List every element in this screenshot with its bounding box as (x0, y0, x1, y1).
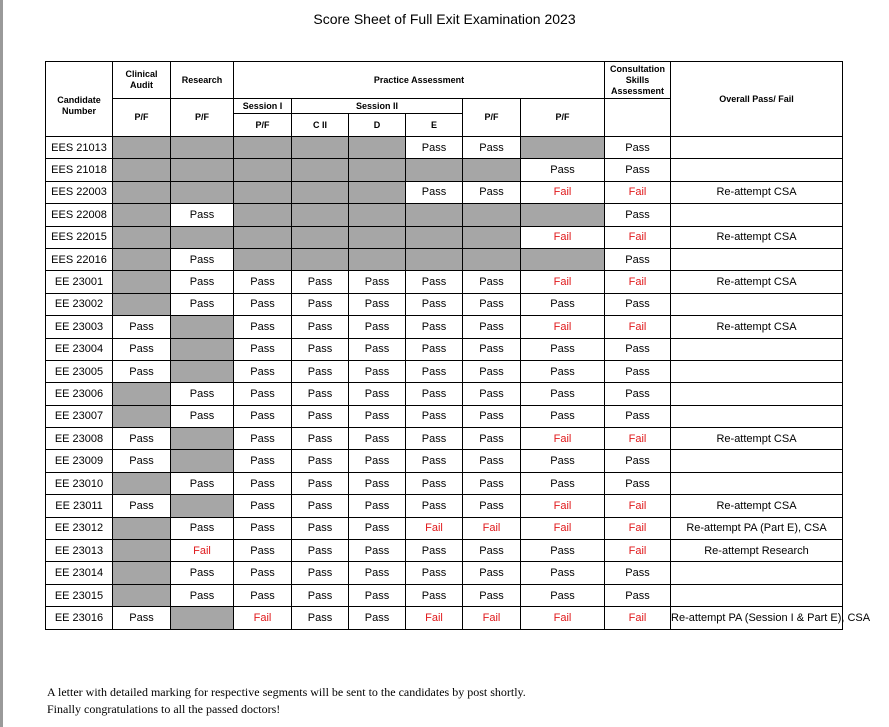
result-cell: Pass (406, 338, 463, 360)
result-cell: Pass (349, 405, 406, 427)
remarks-cell (671, 405, 843, 427)
remarks-cell (671, 360, 843, 382)
result-cell: Pass (406, 495, 463, 517)
candidate-number-cell: EE 23001 (46, 271, 113, 293)
result-cell (349, 159, 406, 181)
result-cell (113, 204, 171, 226)
result-cell (113, 540, 171, 562)
header-clinical-audit: Clinical Audit (113, 62, 171, 99)
result-cell: Fail (463, 517, 521, 539)
result-cell: Pass (605, 383, 671, 405)
result-cell: Fail (521, 271, 605, 293)
result-cell (171, 159, 234, 181)
result-cell: Pass (349, 584, 406, 606)
result-cell: Pass (605, 405, 671, 427)
table-row (46, 472, 843, 494)
result-cell (292, 226, 349, 248)
candidate-number-cell: EE 23015 (46, 584, 113, 606)
result-cell (349, 181, 406, 203)
result-cell: Pass (521, 338, 605, 360)
remarks-cell: Re-attempt CSA (671, 181, 843, 203)
result-cell: Pass (234, 540, 292, 562)
result-cell (234, 137, 292, 159)
result-cell: Pass (605, 360, 671, 382)
result-cell: Pass (349, 517, 406, 539)
page-edge-rule (0, 0, 3, 727)
remarks-cell (671, 293, 843, 315)
header-part-e: E (406, 114, 463, 137)
result-cell: Pass (349, 607, 406, 629)
result-cell (406, 204, 463, 226)
candidate-number-cell: EE 23012 (46, 517, 113, 539)
candidate-number-cell: EES 22015 (46, 226, 113, 248)
result-cell: Pass (605, 472, 671, 494)
result-cell: Fail (406, 517, 463, 539)
result-cell: Pass (521, 540, 605, 562)
header-overall: Overall Pass/ Fail (671, 62, 843, 137)
result-cell: Fail (521, 607, 605, 629)
result-cell: Pass (521, 562, 605, 584)
result-cell: Pass (292, 450, 349, 472)
remarks-cell (671, 248, 843, 270)
result-cell: Pass (234, 517, 292, 539)
result-cell (349, 226, 406, 248)
result-cell: Pass (406, 428, 463, 450)
result-cell: Pass (292, 472, 349, 494)
table-row (46, 159, 843, 181)
page-title: Score Sheet of Full Exit Examination 2023 (313, 11, 576, 27)
result-cell (113, 181, 171, 203)
header-session-1: Session I (234, 99, 292, 114)
result-cell (463, 226, 521, 248)
candidate-number-cell: EES 21013 (46, 137, 113, 159)
table-row (46, 316, 843, 338)
candidate-number-cell: EE 23011 (46, 495, 113, 517)
score-table-body (46, 137, 871, 630)
result-cell (171, 226, 234, 248)
table-row (46, 293, 843, 315)
candidate-number-cell: EE 23006 (46, 383, 113, 405)
candidate-number-cell: EE 23016 (46, 607, 113, 629)
result-cell: Pass (521, 405, 605, 427)
candidate-number-cell: EES 22016 (46, 248, 113, 270)
result-cell: Fail (605, 181, 671, 203)
result-cell: Pass (521, 383, 605, 405)
remarks-cell (671, 137, 843, 159)
table-row (46, 405, 843, 427)
table-row (46, 204, 843, 226)
result-cell: Fail (234, 607, 292, 629)
result-cell: Pass (234, 428, 292, 450)
result-cell: Pass (463, 383, 521, 405)
table-row (46, 517, 843, 539)
candidate-number-cell: EE 23004 (46, 338, 113, 360)
result-cell: Pass (292, 584, 349, 606)
header-practice-assessment: Practice Assessment (234, 62, 605, 99)
footer-line-congrats: Finally congratulations to all the passed doctors! (47, 702, 281, 716)
candidate-number-cell: EE 23010 (46, 472, 113, 494)
result-cell: Pass (463, 316, 521, 338)
table-row (46, 360, 843, 382)
result-cell: Pass (463, 562, 521, 584)
remarks-cell (671, 450, 843, 472)
candidate-number-cell: EE 23002 (46, 293, 113, 315)
result-cell: Fail (605, 428, 671, 450)
result-cell: Fail (605, 540, 671, 562)
result-cell: Pass (234, 450, 292, 472)
header-consultation-skills: Consultation Skills Assessment (605, 62, 671, 99)
result-cell: Pass (406, 584, 463, 606)
remarks-cell: Re-attempt CSA (671, 428, 843, 450)
result-cell: Pass (605, 137, 671, 159)
result-cell (113, 159, 171, 181)
remarks-cell: Re-attempt PA (Part E), CSA (671, 517, 843, 539)
result-cell: Pass (234, 383, 292, 405)
result-cell: Pass (349, 495, 406, 517)
result-cell: Fail (521, 316, 605, 338)
header-research: Research (171, 62, 234, 99)
table-row (46, 248, 843, 270)
result-cell: Fail (521, 517, 605, 539)
result-cell: Pass (292, 316, 349, 338)
result-cell: Pass (349, 562, 406, 584)
result-cell: Pass (171, 383, 234, 405)
result-cell (234, 226, 292, 248)
result-cell (113, 584, 171, 606)
result-cell (171, 360, 234, 382)
result-cell (171, 338, 234, 360)
result-cell (406, 226, 463, 248)
result-cell: Pass (406, 137, 463, 159)
remarks-cell (671, 562, 843, 584)
result-cell: Pass (349, 338, 406, 360)
result-cell: Pass (113, 316, 171, 338)
result-cell (292, 204, 349, 226)
result-cell: Pass (605, 562, 671, 584)
result-cell (292, 159, 349, 181)
result-cell (113, 137, 171, 159)
result-cell (349, 248, 406, 270)
result-cell: Pass (113, 338, 171, 360)
remarks-cell (671, 159, 843, 181)
result-cell: Fail (605, 607, 671, 629)
result-cell: Pass (605, 248, 671, 270)
result-cell (292, 137, 349, 159)
remarks-cell: Re-attempt CSA (671, 271, 843, 293)
result-cell: Fail (406, 607, 463, 629)
result-cell: Pass (234, 405, 292, 427)
result-cell: Pass (406, 316, 463, 338)
result-cell: Pass (463, 137, 521, 159)
result-cell: Pass (349, 472, 406, 494)
result-cell: Pass (463, 450, 521, 472)
result-cell (171, 450, 234, 472)
candidate-number-cell: EE 23014 (46, 562, 113, 584)
candidate-number-cell: EE 23005 (46, 360, 113, 382)
result-cell: Pass (292, 607, 349, 629)
result-cell: Pass (349, 450, 406, 472)
result-cell: Pass (349, 540, 406, 562)
remarks-cell (671, 204, 843, 226)
table-row (46, 271, 843, 293)
result-cell: Pass (521, 360, 605, 382)
footer-line-letter: A letter with detailed marking for respective segments will be sent to the candidates by post shortly. (47, 685, 526, 699)
result-cell: Pass (234, 472, 292, 494)
result-cell: Pass (463, 540, 521, 562)
result-cell: Pass (463, 405, 521, 427)
table-row (46, 450, 843, 472)
result-cell (113, 271, 171, 293)
candidate-number-cell: EES 22003 (46, 181, 113, 203)
result-cell (113, 517, 171, 539)
result-cell: Pass (234, 562, 292, 584)
result-cell (406, 248, 463, 270)
candidate-number-cell: EES 22008 (46, 204, 113, 226)
result-cell: Fail (605, 517, 671, 539)
header-session-1-pf: P/F (234, 114, 292, 137)
table-row (46, 428, 843, 450)
result-cell (463, 159, 521, 181)
result-cell: Pass (171, 584, 234, 606)
result-cell: Pass (292, 405, 349, 427)
result-cell (463, 248, 521, 270)
result-cell: Pass (234, 495, 292, 517)
result-cell (234, 159, 292, 181)
result-cell (171, 428, 234, 450)
result-cell: Pass (349, 360, 406, 382)
result-cell: Pass (521, 472, 605, 494)
result-cell (113, 293, 171, 315)
result-cell: Pass (171, 248, 234, 270)
result-cell: Pass (292, 428, 349, 450)
result-cell: Pass (406, 293, 463, 315)
result-cell: Pass (463, 360, 521, 382)
header-candidate-number: Candidate Number (46, 62, 113, 137)
result-cell (521, 137, 605, 159)
result-cell: Pass (349, 316, 406, 338)
result-cell: Pass (292, 517, 349, 539)
result-cell: Fail (463, 607, 521, 629)
result-cell: Pass (171, 204, 234, 226)
result-cell: Pass (171, 517, 234, 539)
result-cell (171, 607, 234, 629)
result-cell: Pass (113, 428, 171, 450)
result-cell: Pass (292, 360, 349, 382)
result-cell (463, 204, 521, 226)
table-row (46, 495, 843, 517)
remarks-cell: Re-attempt CSA (671, 226, 843, 248)
result-cell: Pass (171, 472, 234, 494)
result-cell (171, 495, 234, 517)
table-row (46, 383, 843, 405)
result-cell: Pass (292, 562, 349, 584)
header-research-pf: P/F (171, 99, 234, 137)
result-cell: Pass (521, 293, 605, 315)
result-cell: Pass (463, 181, 521, 203)
result-cell: Pass (349, 383, 406, 405)
result-cell (292, 248, 349, 270)
result-cell: Pass (234, 584, 292, 606)
result-cell: Pass (234, 360, 292, 382)
result-cell: Pass (463, 293, 521, 315)
table-row (46, 226, 843, 248)
result-cell: Pass (463, 584, 521, 606)
result-cell: Pass (349, 293, 406, 315)
result-cell: Pass (113, 495, 171, 517)
result-cell: Fail (521, 181, 605, 203)
candidate-number-cell: EE 23013 (46, 540, 113, 562)
result-cell (171, 181, 234, 203)
result-cell: Pass (292, 338, 349, 360)
result-cell: Fail (605, 226, 671, 248)
result-cell: Pass (171, 405, 234, 427)
result-cell: Pass (292, 540, 349, 562)
result-cell (234, 248, 292, 270)
result-cell: Pass (605, 293, 671, 315)
result-cell (521, 204, 605, 226)
result-cell (234, 181, 292, 203)
result-cell: Pass (406, 383, 463, 405)
table-row (46, 338, 843, 360)
result-cell: Pass (113, 360, 171, 382)
result-cell: Pass (605, 450, 671, 472)
footer-note (47, 684, 526, 718)
result-cell: Pass (605, 338, 671, 360)
result-cell: Pass (292, 293, 349, 315)
result-cell (171, 137, 234, 159)
remarks-cell (671, 584, 843, 606)
result-cell (113, 226, 171, 248)
result-cell: Pass (605, 159, 671, 181)
result-cell (292, 181, 349, 203)
result-cell: Pass (463, 472, 521, 494)
result-cell: Fail (605, 495, 671, 517)
result-cell: Pass (234, 271, 292, 293)
result-cell: Pass (234, 293, 292, 315)
result-cell: Pass (292, 383, 349, 405)
result-cell: Pass (406, 562, 463, 584)
candidate-number-cell: EES 21018 (46, 159, 113, 181)
result-cell: Pass (463, 271, 521, 293)
candidate-number-cell: EE 23003 (46, 316, 113, 338)
candidate-number-cell: EE 23009 (46, 450, 113, 472)
remarks-cell: Re-attempt Research (671, 540, 843, 562)
result-cell: Pass (521, 584, 605, 606)
table-row (46, 540, 843, 562)
header-clinical-audit-pf: P/F (113, 99, 171, 137)
result-cell (113, 405, 171, 427)
result-cell: Pass (463, 338, 521, 360)
result-cell (406, 159, 463, 181)
table-row (46, 137, 843, 159)
result-cell: Pass (349, 428, 406, 450)
result-cell: Pass (113, 450, 171, 472)
table-row (46, 607, 843, 629)
result-cell (521, 248, 605, 270)
result-cell: Pass (113, 607, 171, 629)
table-row (46, 181, 843, 203)
result-cell: Pass (406, 271, 463, 293)
result-cell: Pass (349, 271, 406, 293)
candidate-number-cell: EE 23008 (46, 428, 113, 450)
header-part-c2: C II (292, 114, 349, 137)
result-cell: Pass (605, 204, 671, 226)
result-cell: Pass (406, 181, 463, 203)
remarks-cell (671, 338, 843, 360)
remarks-cell (671, 383, 843, 405)
result-cell: Pass (234, 316, 292, 338)
result-cell: Pass (171, 562, 234, 584)
result-cell: Pass (406, 405, 463, 427)
result-cell (171, 316, 234, 338)
result-cell (234, 204, 292, 226)
result-cell: Pass (234, 338, 292, 360)
candidate-number-cell: EE 23007 (46, 405, 113, 427)
header-session-2-pf: P/F (463, 99, 521, 137)
score-table (45, 61, 871, 630)
result-cell: Pass (521, 159, 605, 181)
result-cell: Pass (406, 540, 463, 562)
result-cell: Pass (171, 271, 234, 293)
result-cell: Pass (463, 495, 521, 517)
result-cell (113, 472, 171, 494)
result-cell (113, 248, 171, 270)
header-session-2: Session II (292, 99, 463, 114)
result-cell: Fail (521, 226, 605, 248)
result-cell (113, 383, 171, 405)
result-cell: Pass (605, 584, 671, 606)
result-cell (113, 562, 171, 584)
result-cell: Fail (521, 428, 605, 450)
table-row (46, 562, 843, 584)
header-part-d: D (349, 114, 406, 137)
result-cell: Fail (605, 316, 671, 338)
result-cell: Pass (292, 271, 349, 293)
result-cell: Fail (171, 540, 234, 562)
result-cell (349, 137, 406, 159)
remarks-cell (671, 472, 843, 494)
table-row (46, 584, 843, 606)
result-cell: Pass (171, 293, 234, 315)
result-cell: Fail (605, 271, 671, 293)
remarks-cell: Re-attempt CSA (671, 495, 843, 517)
remarks-cell: Re-attempt CSA (671, 316, 843, 338)
result-cell (349, 204, 406, 226)
result-cell: Pass (406, 360, 463, 382)
remarks-cell: Re-attempt PA (Session I & Part E), CSA (671, 607, 843, 629)
result-cell: Pass (463, 428, 521, 450)
header-consultation-pf: P/F (521, 99, 605, 137)
result-cell: Pass (406, 472, 463, 494)
result-cell: Fail (521, 495, 605, 517)
result-cell: Pass (292, 495, 349, 517)
result-cell: Pass (521, 450, 605, 472)
result-cell: Pass (406, 450, 463, 472)
